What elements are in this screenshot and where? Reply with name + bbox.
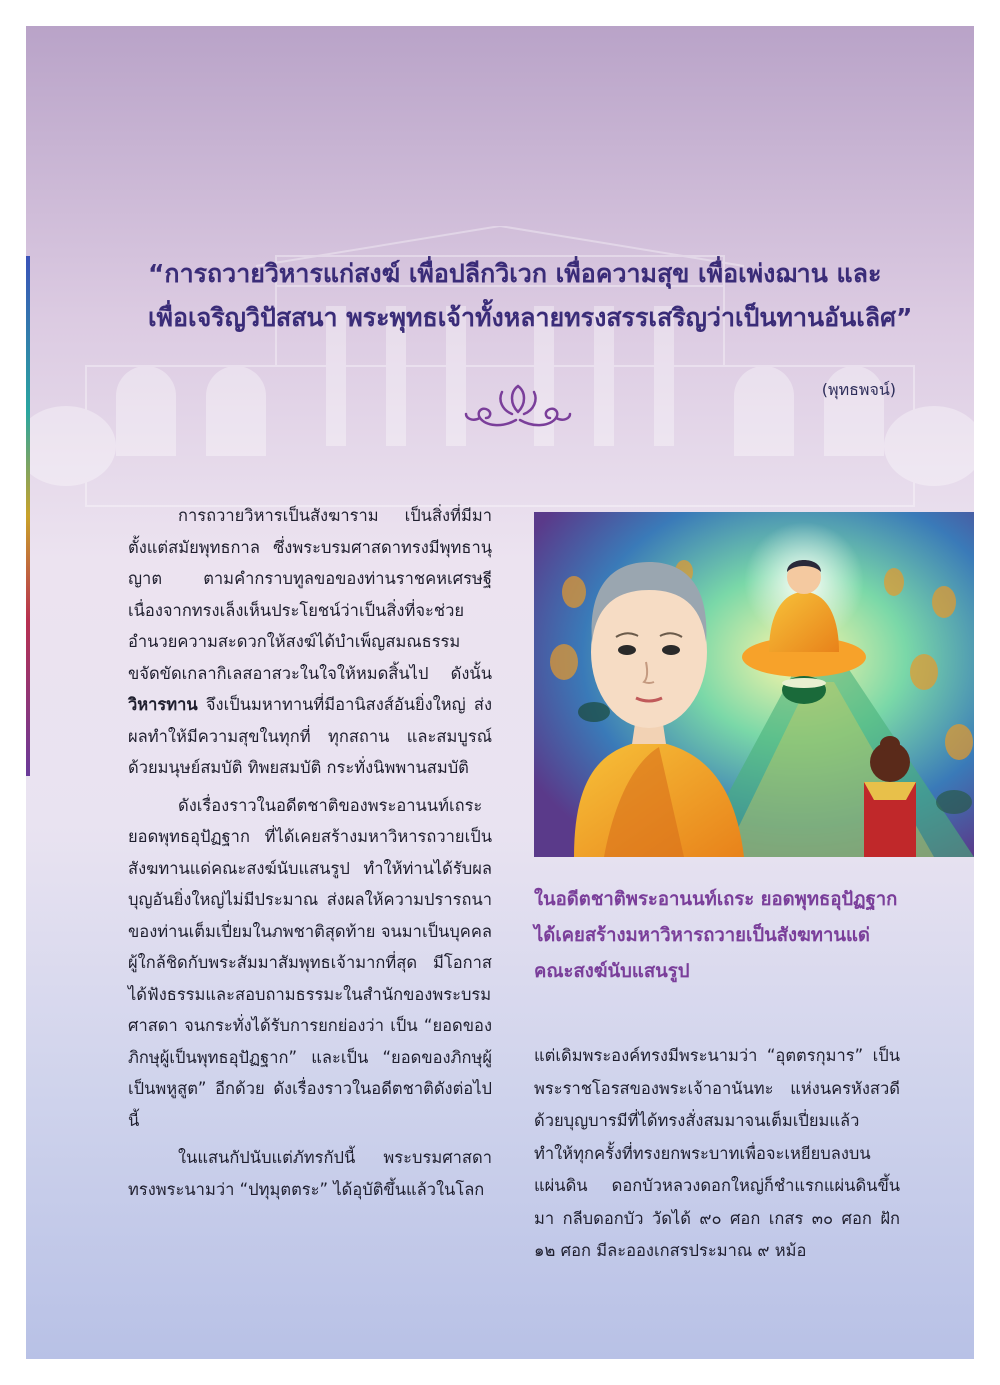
ornament-icon xyxy=(462,382,574,434)
illustration-ananda-buddha xyxy=(534,512,974,857)
left-paragraph-1: การถวายวิหารเป็นสังฆาราม เป็นสิ่งที่มีมาตั้งแต่สมัยพุทธกาล ซึ่งพระบรมศาสดาทรงมีพุทธานุญาต ตามคำกราบทูลขอของท่านราชคหเศรษฐี เนื่องจากทรงเล็งเห็นประโยชน์ว่าเป็นสิ่งที่จะช่วยอำนวยความสะดวกให้สงฆ์ได้บำเพ็ญสมณธรรม ขจัดขัดเกลากิเลสอาสวะในใจให้หมดสิ้นไป ดังนั้น วิหารทาน จึงเป็นมหาทานที่มีอานิสงส์อันยิ่งใหญ่ ส่งผลทำให้มีความสุขในทุกที่ ทุกสถาน และสมบูรณ์ด้วยมนุษย์สมบัติ ทิพยสมบัติ กระทั่งนิพพานสมบัติ xyxy=(128,506,492,777)
left-paragraph-2: ดังเรื่องราวในอดีตชาติของพระอานนท์เถระ ยอดพุทธอุปัฏฐาก ที่ได้เคยสร้างมหาวิหารถวายเป็นสังฆทานแด่คณะสงฆ์นับแสนรูป ทำให้ท่านได้รับผลบุญอันยิ่งใหญ่ไม่มีประมาณ ส่งผลให้ความปรารถนาของท่านเต็มเปี่ยมในภพชาติสุดท้าย จนมาเป็นบุคคลผู้ใกล้ชิดกับพระสัมมาสัมพุทธเจ้ามากที่สุด มีโอกาสได้ฟังธรรมและสอบถามธรรมะในสำนักของพระบรมศาสดา จนกระทั่งได้รับการยกย่องว่า เป็น “ยอดของภิกษุผู้เป็นพุทธอุปัฏฐาก” และเป็น “ยอดของภิกษุผู้เป็นพหูสูต” อีกด้วย ดังเรื่องราวในอดีตชาติดังต่อไปนี้ xyxy=(128,795,492,1130)
quote-source: (พุทธพจน์) xyxy=(821,380,896,399)
left-column-text xyxy=(128,500,492,1211)
right-column-text xyxy=(534,1040,900,1268)
left-color-stripe xyxy=(26,256,30,776)
page xyxy=(26,26,974,1359)
quote-line-2: เพื่อเจริญวิปัสสนา พระพุทธเจ้าทั้งหลายทรงสรรเสริญว่าเป็นทานอันเลิศ” xyxy=(148,303,913,332)
buddha-quote xyxy=(148,252,913,340)
image-caption: ในอดีตชาติพระอานนท์เถระ ยอดพุทธอุปัฏฐาก ได้เคยสร้างมหาวิหารถวายเป็นสังฆทานแด่คณะสงฆ์นับแสนรูป xyxy=(534,889,898,982)
left-paragraph-3: ในแสนกัปนับแต่ภัทรกัปนี้ พระบรมศาสดาทรงพระนามว่า “ปทุมุตตระ” ได้อุบัติขึ้นแล้วในโลก xyxy=(128,1148,492,1199)
bold-term: วิหารทาน xyxy=(128,695,198,714)
right-paragraph-1: แต่เดิมพระองค์ทรงมีพระนามว่า “อุตตรกุมาร” เป็นพระราชโอรสของพระเจ้าอานันทะ แห่งนครหังสวดี ด้วยบุญบารมีที่ได้ทรงสั่งสมมาจนเต็มเปี่ยมแล้ว ทำให้ทุกครั้งที่ทรงยกพระบาทเพื่อจะเหยียบลงบนแผ่นดิน ดอกบัวหลวงดอกใหญ่ก็ชำแรกแผ่นดินขึ้นมา กลีบดอกบัว วัดได้ ๙๐ ศอก เกสร ๓๐ ศอก ฝัก ๑๒ ศอก มีละอองเกสรประมาณ ๙ หม้อ xyxy=(534,1046,900,1260)
quote-line-1: “การถวายวิหารแก่สงฆ์ เพื่อปลีกวิเวก เพื่อความสุข เพื่อเพ่งฌาน และ xyxy=(148,259,882,288)
